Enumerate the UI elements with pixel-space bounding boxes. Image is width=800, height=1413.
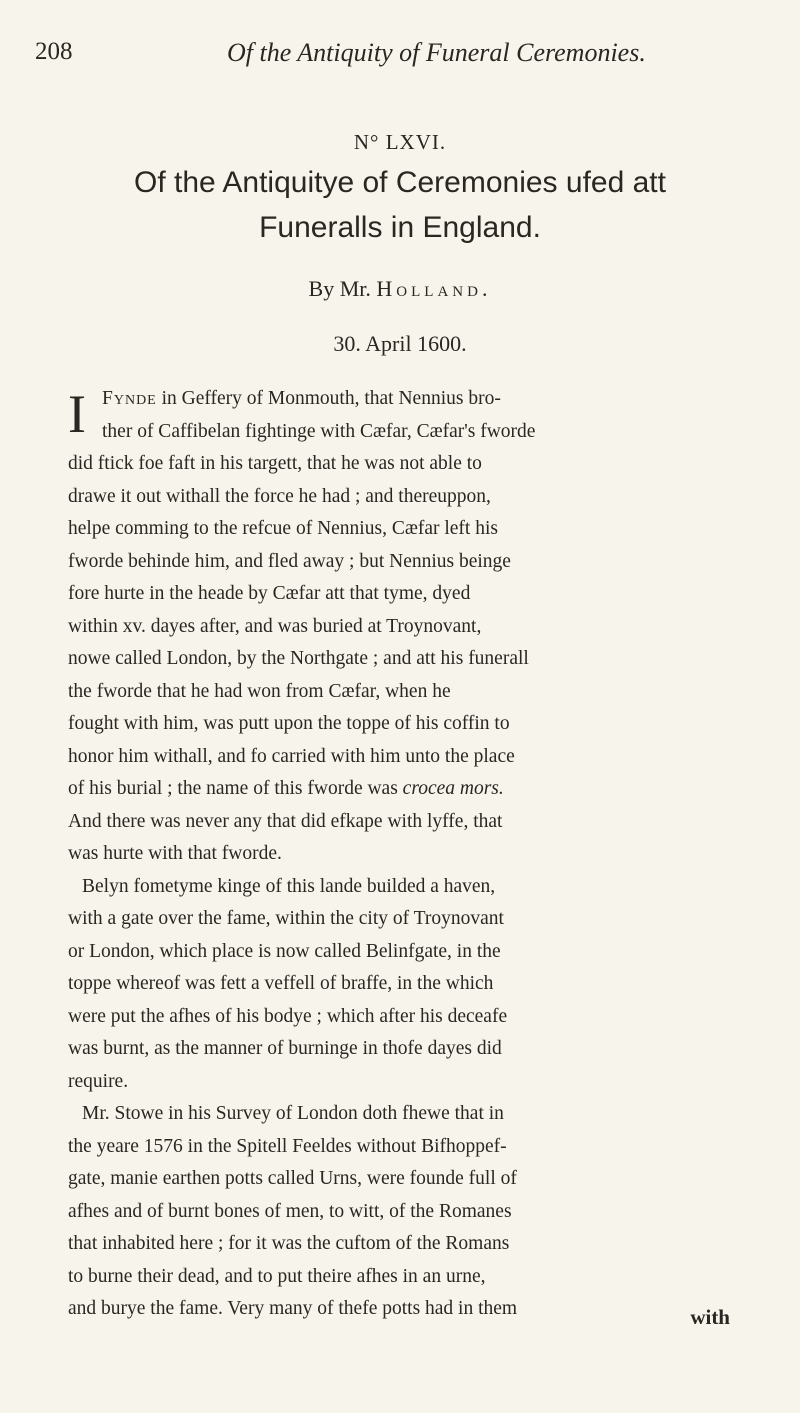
section-title-line-1: Of the Antiquitye of Ceremonies ufed att — [134, 166, 666, 199]
text-line: the yeare 1576 in the Spitell Feeldes without Bifhoppef- — [68, 1135, 507, 1157]
text-line: that inhabited here ; for it was the cuftom of the Romans — [68, 1233, 510, 1254]
text-line: or London, which place is now called Belinfgate, in the — [68, 940, 501, 962]
text-line: did ftick foe faft in his targett, that he was not able to — [68, 453, 482, 474]
text-line: fore hurte in the heade by Cæfar att that tyme, dyed — [68, 583, 471, 604]
running-title: Of the Antiquity of Funeral Ceremonies. — [227, 38, 646, 67]
drop-initial: I — [68, 384, 86, 444]
line-text: in Geffery of Monmouth, that Nennius bro- — [156, 388, 501, 409]
text-line: helpe comming to the refcue of Nennius, Cæfar left his — [68, 518, 498, 539]
section-number: N° LXVI. — [353, 130, 447, 154]
text-line: toppe whereof was fett a veffell of braffe, in the which — [68, 973, 494, 994]
byline-prefix: By Mr. — [308, 276, 371, 301]
text-line: and burye the fame. Very many of thefe potts had in them — [68, 1298, 518, 1319]
byline — [0, 276, 800, 302]
text-line: fworde behinde him, and fled away ; but Nennius beinge — [68, 550, 511, 572]
text-line: the fworde that he had won from Cæfar, when he — [68, 680, 451, 702]
text-line: was burnt, as the manner of burninge in thofe dayes did — [68, 1038, 502, 1059]
line-text: of his burial ; the name of this fworde was — [68, 778, 403, 799]
text-line: were put the afhes of his bodye ; which after his deceafe — [68, 1005, 508, 1027]
text-line: ther of Caffibelan fightinge with Cæfar, Cæfar's fworde — [102, 420, 536, 442]
text-line: within xv. dayes after, and was buried at Troynovant, — [68, 615, 482, 637]
text-line: fought with him, was putt upon the toppe of his coffin to — [68, 713, 510, 734]
body-text — [68, 383, 728, 1326]
text-line: to burne their dead, and to put theire afhes in an urne, — [68, 1265, 486, 1287]
page-number: 208 — [35, 38, 73, 65]
catchword: with — [690, 1305, 730, 1329]
text-line: honor him withall, and fo carried with him unto the place — [68, 745, 515, 767]
text-line: afhes and of burnt bones of men, to witt, of the Romanes — [68, 1200, 512, 1222]
text-line: gate, manie earthen potts called Urns, were founde full of — [68, 1168, 517, 1189]
text-line: And there was never any that did efkape with lyffe, that — [68, 810, 503, 832]
text-line: nowe called London, by the Northgate ; and att his funerall — [68, 648, 529, 669]
sword-name: crocea mors. — [402, 778, 504, 799]
text-line: was hurte with that fworde. — [68, 843, 282, 864]
text-line: Mr. Stowe in his Survey of London doth fhewe that in — [82, 1103, 504, 1124]
text-line: Belyn fometyme kinge of this lande builded a haven, — [82, 875, 496, 897]
text-line: drawe it out withall the force he had ; and thereuppon, — [68, 485, 491, 507]
byline-author: Holland. — [376, 276, 492, 301]
text-line — [68, 773, 728, 806]
letter-date: 30. April 1600. — [333, 331, 467, 356]
opening-word: Fynde — [102, 388, 157, 409]
section-title-line-2: Funeralls in England. — [259, 211, 541, 244]
text-line: require. — [68, 1070, 129, 1092]
running-head — [35, 38, 720, 78]
text-line: with a gate over the fame, within the city of Troynovant — [68, 908, 504, 929]
